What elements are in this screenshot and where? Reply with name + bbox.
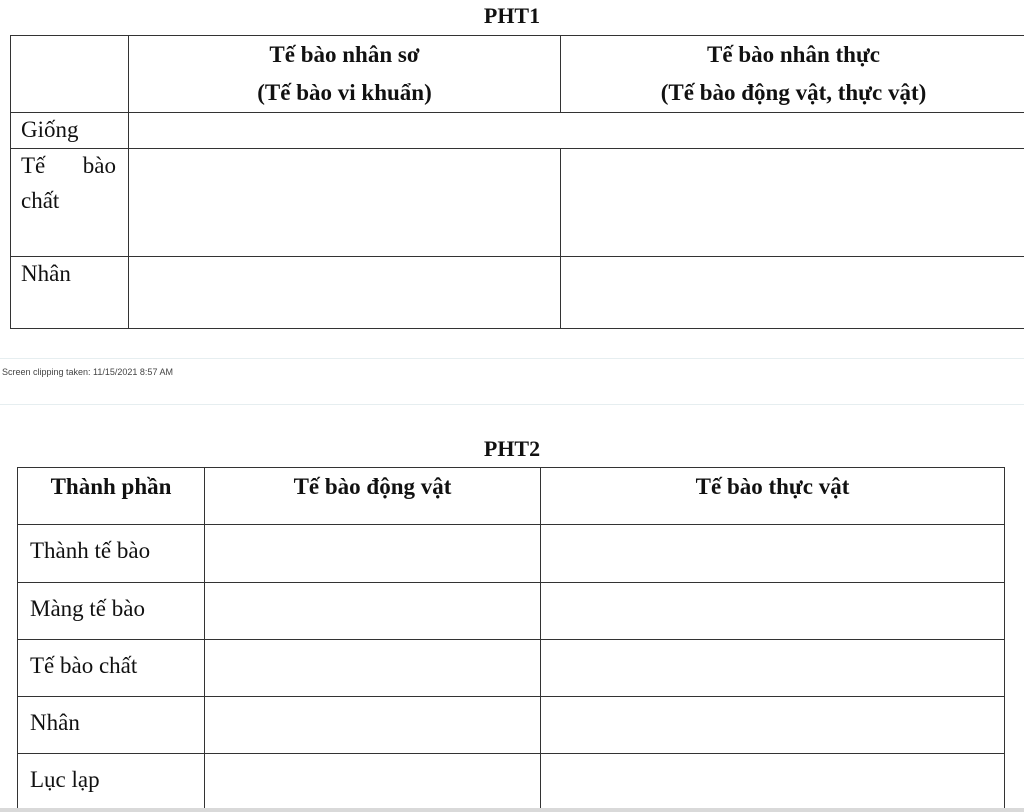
pht1-cell	[129, 149, 561, 257]
pht1-row-te-bao-chat	[11, 149, 1024, 257]
pht2-header-animal-cell: Tế bào động vật	[205, 468, 541, 525]
pht1-row-label: Tế bào chất	[11, 149, 129, 257]
pht1-header-prokaryote-line2: (Tế bào vi khuẩn)	[257, 80, 432, 105]
pht2-cell	[541, 583, 1005, 640]
bottom-edge-bar	[0, 808, 1024, 812]
pht1-header-eukaryote-line1: Tế bào nhân thực	[707, 42, 880, 67]
pht2-row	[18, 640, 1005, 697]
pht1-header-prokaryote	[129, 36, 561, 113]
pht1-header-eukaryote	[561, 36, 1024, 113]
pht2-cell	[541, 525, 1005, 583]
pht2-row-label: Màng tế bào	[18, 583, 205, 640]
pht1-row-label: Nhân	[11, 257, 129, 329]
pht1-corner-cell	[11, 36, 129, 113]
pht1-cell	[561, 149, 1024, 257]
pht2-header-component: Thành phần	[18, 468, 205, 525]
pht1-row-giong	[11, 113, 1024, 149]
pht2-cell	[205, 583, 541, 640]
pht2-row	[18, 754, 1005, 810]
pht2-row	[18, 525, 1005, 583]
pht2-cell	[205, 640, 541, 697]
pht2-cell	[541, 754, 1005, 810]
pht1-header-prokaryote-line1: Tế bào nhân sơ	[269, 42, 420, 67]
pht1-row-label: Giống	[11, 113, 129, 149]
clipping-separator-top	[0, 358, 1024, 359]
pht2-cell	[205, 754, 541, 810]
pht2-cell	[205, 525, 541, 583]
pht2-row-label: Thành tế bào	[18, 525, 205, 583]
pht1-table	[10, 35, 1024, 329]
pht1-cell	[129, 257, 561, 329]
pht2-row	[18, 583, 1005, 640]
pht2-row-label: Lục lạp	[18, 754, 205, 810]
pht2-row	[18, 697, 1005, 754]
pht1-cell	[561, 257, 1024, 329]
screen-clipping-note: Screen clipping taken: 11/15/2021 8:57 AM	[2, 367, 173, 377]
pht2-row-label: Nhân	[18, 697, 205, 754]
pht1-header-eukaryote-line2: (Tế bào động vật, thực vật)	[660, 80, 927, 105]
pht1-title: PHT1	[483, 3, 541, 28]
pht2-header-row	[18, 468, 1005, 525]
pht2-title: PHT2	[483, 436, 541, 461]
pht1-cell-merged	[129, 113, 1024, 149]
pht2-row-label: Tế bào chất	[18, 640, 205, 697]
pht2-cell	[205, 697, 541, 754]
pht1-row-nhan	[11, 257, 1024, 329]
clipping-separator-bottom	[0, 404, 1024, 405]
pht2-table	[17, 467, 1005, 810]
pht2-cell	[541, 697, 1005, 754]
pht2-cell	[541, 640, 1005, 697]
pht2-header-plant-cell: Tế bào thực vật	[541, 468, 1005, 525]
pht1-header-row	[11, 36, 1024, 113]
